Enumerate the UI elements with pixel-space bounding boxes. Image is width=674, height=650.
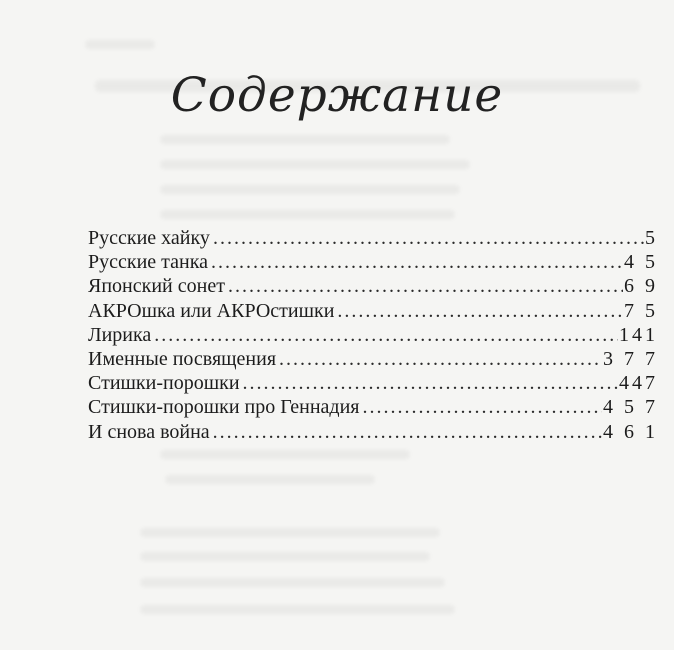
dot-leader bbox=[363, 395, 602, 419]
dot-leader bbox=[279, 347, 602, 371]
toc-entry-page: 5 bbox=[645, 227, 658, 249]
dot-leader bbox=[337, 299, 623, 323]
toc-entry-page: 141 bbox=[619, 323, 658, 346]
toc-entry-title: Стишки-порошки про Геннадия bbox=[88, 396, 360, 419]
toc-entry-title: Русские танка bbox=[88, 251, 209, 274]
dot-leader bbox=[211, 250, 623, 274]
toc-entry[interactable] bbox=[88, 371, 658, 395]
toc-entry[interactable] bbox=[88, 250, 658, 274]
toc-entry-page: 4 5 bbox=[624, 251, 658, 274]
toc-entry[interactable] bbox=[88, 347, 658, 371]
dot-leader bbox=[228, 274, 623, 298]
toc-entry-page: 4 6 1 bbox=[603, 420, 658, 443]
toc-entry-title: И снова война bbox=[88, 420, 210, 443]
toc-entry-page: 4 5 7 bbox=[603, 396, 658, 419]
table-of-contents bbox=[88, 226, 658, 444]
dot-leader bbox=[213, 226, 644, 250]
dot-leader bbox=[243, 371, 618, 395]
toc-entry[interactable] bbox=[88, 274, 658, 298]
toc-entry[interactable] bbox=[88, 226, 658, 250]
page-title: Содержание bbox=[170, 68, 504, 123]
toc-entry-title: Русские хайку bbox=[88, 227, 210, 249]
toc-entry-page: 447 bbox=[619, 372, 658, 395]
toc-entry-title: Стишки-порошки bbox=[88, 372, 240, 395]
toc-entry-page: 7 5 bbox=[624, 299, 658, 322]
dot-leader bbox=[154, 323, 618, 347]
toc-entry-title: Именные посвящения bbox=[88, 347, 277, 370]
toc-entry[interactable] bbox=[88, 420, 658, 444]
toc-entry-title: АКРОшка или АКРОстишки bbox=[88, 299, 335, 322]
dot-leader bbox=[213, 420, 602, 444]
toc-entry[interactable] bbox=[88, 395, 658, 419]
toc-entry-title: Японский сонет bbox=[88, 275, 225, 298]
toc-entry[interactable] bbox=[88, 323, 658, 347]
toc-entry[interactable] bbox=[88, 299, 658, 323]
toc-entry-page: 3 7 7 bbox=[603, 347, 658, 370]
toc-entry-page: 6 9 bbox=[624, 275, 658, 298]
toc-entry-title: Лирика bbox=[88, 323, 152, 346]
